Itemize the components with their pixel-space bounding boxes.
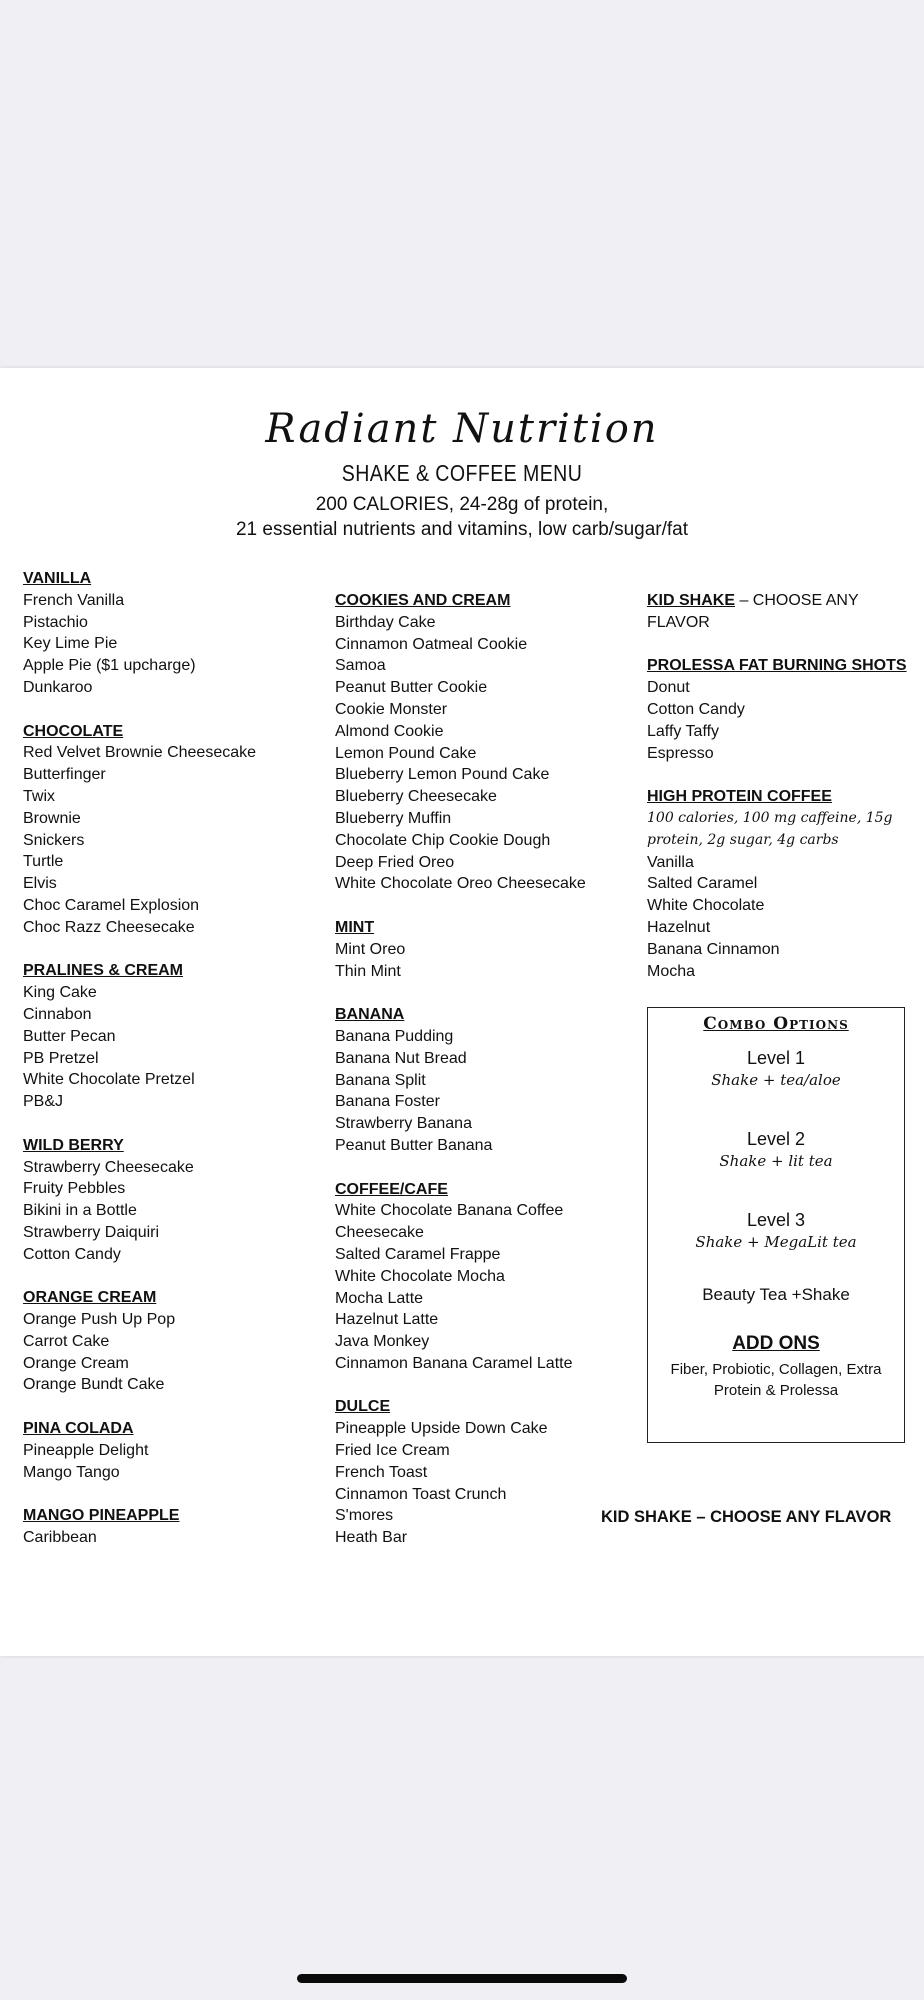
addons-title: ADD ONS [732, 1333, 820, 1354]
menu-item: White Chocolate [647, 897, 765, 915]
menu-item: Pineapple Upside Down Cake [335, 1420, 548, 1438]
menu-item: Strawberry Cheesecake [23, 1158, 194, 1176]
menu-title: Radiant Nutrition [265, 406, 659, 452]
menu-item: Banana Split [335, 1071, 426, 1089]
menu-item: White Chocolate Oreo Cheesecake [335, 875, 586, 893]
menu-item: Orange Push Up Pop [23, 1311, 176, 1329]
prolessa-heading: PROLESSA FAT BURNING SHOTS [647, 657, 907, 675]
menu-item: Cinnamon Toast Crunch [335, 1485, 507, 1503]
menu-item: Cinnamon Banana Caramel Latte [335, 1354, 573, 1372]
menu-item: Choc Razz Cheesecake [23, 918, 195, 936]
combo-level-2-desc: Shake + lit tea [719, 1152, 833, 1170]
section-heading: COOKIES AND CREAM [335, 592, 511, 609]
section-heading: BANANA [335, 1006, 405, 1024]
menu-tagline [0, 492, 924, 542]
menu-item: Banana Foster [335, 1093, 440, 1111]
section-heading: PINA COLADA [23, 1420, 134, 1438]
section-heading: COFFEE/CAFE [335, 1180, 448, 1198]
menu-item: Salted Caramel Frappe [335, 1245, 501, 1263]
menu-item: Snickers [23, 831, 85, 849]
combo-title: Combo Options [703, 1014, 849, 1034]
menu-item: S'mores [335, 1507, 394, 1525]
menu-item: Peanut Butter Cookie [335, 679, 488, 697]
menu-item: White Chocolate Banana Coffee [335, 1202, 564, 1220]
menu-column-2 [335, 590, 645, 1549]
menu-item: Cinnabon [23, 1005, 92, 1023]
menu-item: Carrot Cake [23, 1332, 110, 1350]
menu-item: Cotton Candy [647, 700, 745, 718]
menu-item: Mango Tango [23, 1463, 120, 1481]
menu-item: King Cake [23, 984, 97, 1002]
menu-item: French Toast [335, 1463, 428, 1481]
menu-item: Chocolate Chip Cookie Dough [335, 831, 551, 849]
tagline-line-2: 21 essential nutrients and vitamins, low carb/sugar/fat [235, 519, 688, 540]
combo-level-1: Level 1 [746, 1048, 806, 1068]
tagline-line-1: 200 CALORIES, 24-28g of protein, [315, 494, 609, 515]
menu-item: Mint Oreo [335, 940, 406, 958]
menu-item: Thin Mint [335, 962, 401, 980]
menu-item: Turtle [23, 853, 64, 871]
menu-item: Hazelnut Latte [335, 1311, 439, 1329]
menu-item: Strawberry Banana [335, 1115, 472, 1133]
menu-item: Pineapple Delight [23, 1441, 149, 1459]
menu-item: White Chocolate Mocha [335, 1267, 505, 1285]
menu-item: Red Velvet Brownie Cheesecake [23, 744, 257, 762]
menu-item: Birthday Cake [335, 613, 436, 631]
menu-item: Salted Caramel [647, 875, 758, 893]
menu-item: Samoa [335, 657, 386, 675]
menu-item: Key Lime Pie [23, 635, 118, 653]
menu-item: Caribbean [23, 1529, 97, 1547]
menu-column-1 [23, 568, 323, 1549]
coffee-note-2: protein, 2g sugar, 4g carbs [647, 831, 839, 848]
addons-text: Fiber, Probiotic, Collagen, Extra Protein & Prolessa [670, 1361, 882, 1399]
home-indicator[interactable] [297, 1974, 627, 1983]
menu-item: Blueberry Muffin [335, 809, 452, 827]
combo-level-1-desc: Shake + tea/aloe [711, 1071, 841, 1089]
kid-shake-heading: KID SHAKE [647, 592, 736, 609]
menu-item: Cinnamon Oatmeal Cookie [335, 635, 528, 653]
menu-item: Heath Bar [335, 1529, 408, 1547]
menu-item: Strawberry Daiquiri [23, 1223, 160, 1241]
kid-shake-line [647, 590, 917, 612]
menu-document [0, 368, 924, 1656]
kid-shake-footer: KID SHAKE – CHOOSE ANY FLAVOR [601, 1508, 892, 1526]
menu-item: Apple Pie ($1 upcharge) [23, 657, 196, 675]
menu-item: Blueberry Lemon Pound Cake [335, 766, 550, 784]
section-heading: VANILLA [23, 570, 92, 587]
section-heading: WILD BERRY [23, 1136, 124, 1154]
menu-item: Donut [647, 679, 690, 697]
section-heading: ORANGE CREAM [23, 1289, 157, 1307]
menu-item: Banana Cinnamon [647, 940, 780, 958]
menu-subtitle: SHAKE & COFFEE MENU [341, 460, 583, 486]
combo-options-box [647, 1007, 905, 1443]
menu-item: Blueberry Cheesecake [335, 788, 497, 806]
menu-item: Choc Caramel Explosion [23, 896, 200, 914]
menu-item: Dunkaroo [23, 678, 93, 696]
section-heading: MINT [335, 918, 375, 936]
coffee-note-1: 100 calories, 100 mg caffeine, 15g [647, 809, 893, 826]
menu-item: Pistachio [23, 613, 88, 631]
menu-item: Cotton Candy [23, 1245, 121, 1263]
menu-item: Vanilla [647, 853, 694, 871]
menu-column-3 [647, 590, 917, 982]
menu-item: Brownie [23, 809, 81, 827]
prolessa-list [647, 677, 917, 764]
menu-item: Hazelnut [647, 918, 711, 936]
menu-item: Almond Cookie [335, 722, 444, 740]
menu-item: Butterfinger [23, 766, 106, 784]
section-heading: CHOCOLATE [23, 722, 124, 740]
kid-shake-text-2: FLAVOR [647, 613, 710, 631]
menu-item: Fried Ice Cream [335, 1442, 450, 1460]
combo-beauty: Beauty Tea +Shake [702, 1285, 850, 1304]
combo-level-2: Level 2 [746, 1129, 806, 1149]
section-heading: DULCE [335, 1398, 391, 1416]
menu-item: Mocha Latte [335, 1289, 424, 1307]
menu-item: Peanut Butter Banana [335, 1136, 493, 1154]
menu-item: PB&J [23, 1093, 64, 1111]
menu-item: French Vanilla [23, 591, 125, 609]
menu-item: Mocha [647, 962, 696, 980]
menu-item: Banana Nut Bread [335, 1049, 467, 1067]
menu-item: PB Pretzel [23, 1049, 99, 1067]
coffee-heading: HIGH PROTEIN COFFEE [647, 788, 832, 806]
menu-item: Banana Pudding [335, 1027, 454, 1045]
section-heading: MANGO PINEAPPLE [23, 1507, 180, 1525]
menu-item: Twix [23, 787, 55, 805]
menu-item: Lemon Pound Cake [335, 744, 477, 762]
menu-item: Fruity Pebbles [23, 1180, 126, 1198]
combo-level-3-desc: Shake + MegaLit tea [695, 1233, 857, 1251]
section-heading: PRALINES & CREAM [23, 962, 184, 980]
menu-item: Orange Bundt Cake [23, 1376, 165, 1394]
menu-item: Bikini in a Bottle [23, 1202, 137, 1220]
combo-level-3: Level 3 [746, 1210, 806, 1230]
menu-item: Laffy Taffy [647, 722, 720, 740]
coffee-list [647, 852, 917, 983]
kid-shake-text: – CHOOSE ANY [735, 592, 859, 609]
menu-item: Deep Fried Oreo [335, 853, 455, 871]
menu-item: Espresso [647, 744, 714, 762]
menu-item: White Chocolate Pretzel [23, 1071, 195, 1089]
menu-item: Cookie Monster [335, 700, 448, 718]
menu-item: Java Monkey [335, 1333, 430, 1351]
menu-item: Cheesecake [335, 1224, 424, 1242]
menu-item: Orange Cream [23, 1354, 129, 1372]
menu-item: Butter Pecan [23, 1027, 116, 1045]
menu-item: Elvis [23, 875, 57, 893]
